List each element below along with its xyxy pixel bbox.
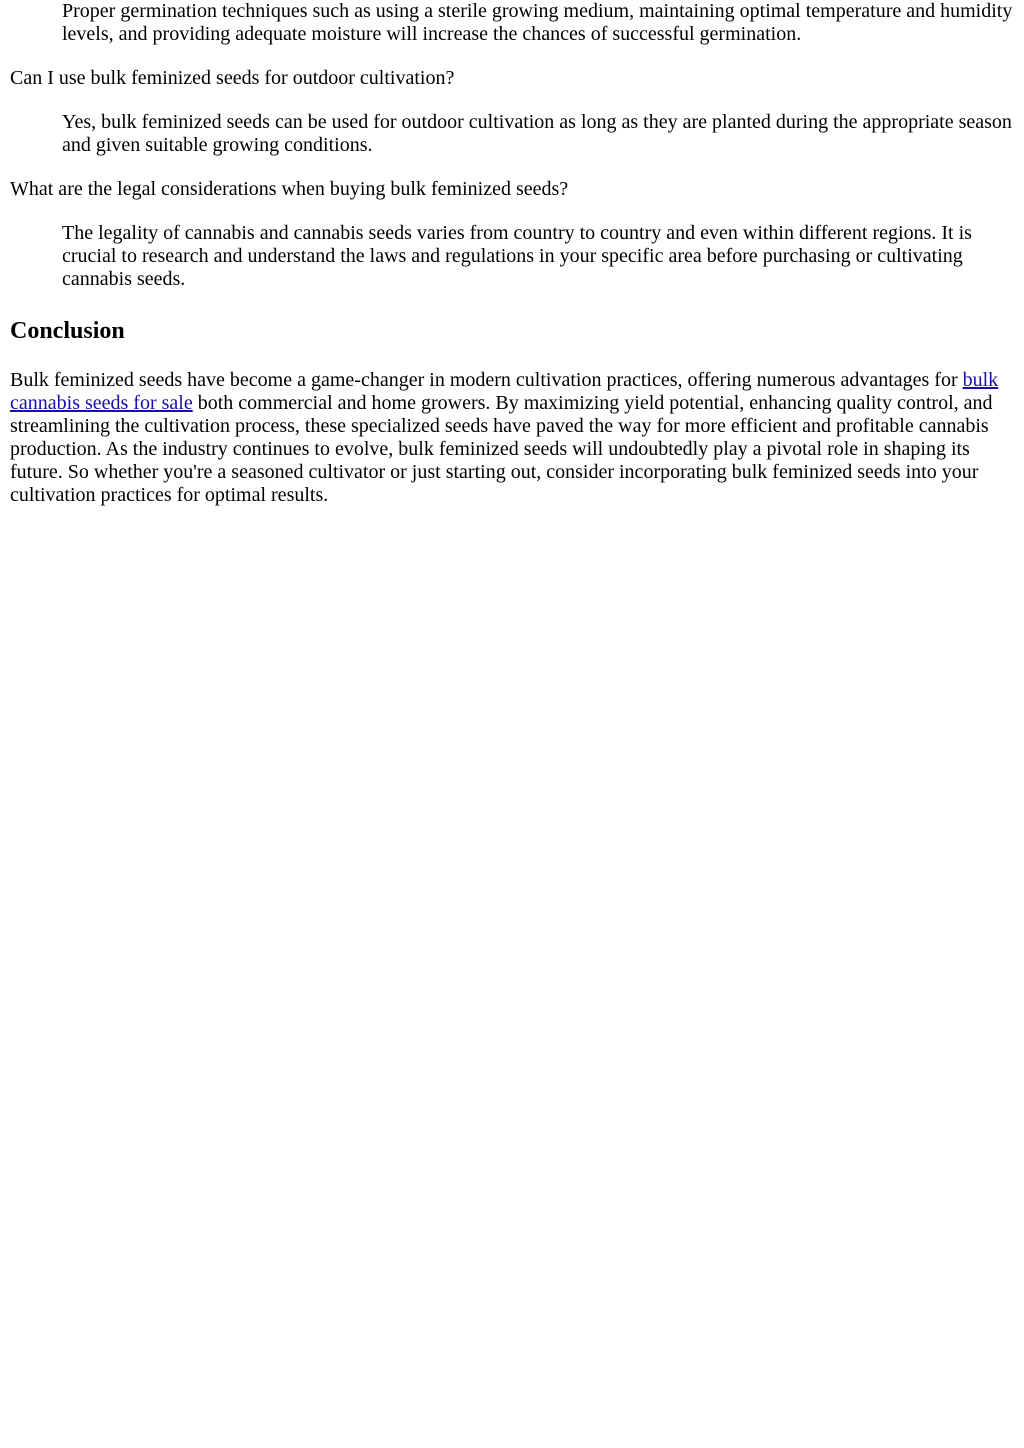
faq-list (10, 0, 1014, 291)
conclusion-text-end: both commercial and home growers. By maximizing yield potential, enhancing quality control, and streamlining the cultivation process, these specialized seeds have paved the way for more efficient and profitable cannabis production. As the industry continues to evolve, bulk feminized seeds will undoubtedly play a pivotal role in shaping its future. So whether you're a seasoned cultivator or just starting out, consider incorporating bulk feminized seeds into your cultivation practices for optimal results. (10, 392, 993, 506)
bulk-cannabis-seeds-link[interactable]: bulk cannabis seeds for sale (10, 369, 999, 414)
faq-answer-germination: Proper germination techniques such as using a sterile growing medium, maintaining optimal temperature and humidity levels, and providing adequate moisture will increase the chances of successful germination. (62, 0, 1013, 45)
faq-question-outdoor: Can I use bulk feminized seeds for outdoor cultivation? (10, 67, 455, 89)
conclusion-paragraph (10, 369, 1014, 507)
conclusion-heading: Conclusion (10, 318, 125, 344)
faq-question-legal: What are the legal considerations when buying bulk feminized seeds? (10, 178, 569, 200)
faq-answer-legal: The legality of cannabis and cannabis seeds varies from country to country and even within different regions. It is crucial to research and understand the laws and regulations in your specific area before purchasing or cultivating cannabis seeds. (62, 222, 972, 290)
conclusion-text-start: Bulk feminized seeds have become a game-changer in modern cultivation practices, offering numerous advantages for (10, 369, 963, 391)
faq-answer-outdoor: Yes, bulk feminized seeds can be used for outdoor cultivation as long as they are planted during the appropriate season and given suitable growing conditions. (62, 111, 1012, 156)
